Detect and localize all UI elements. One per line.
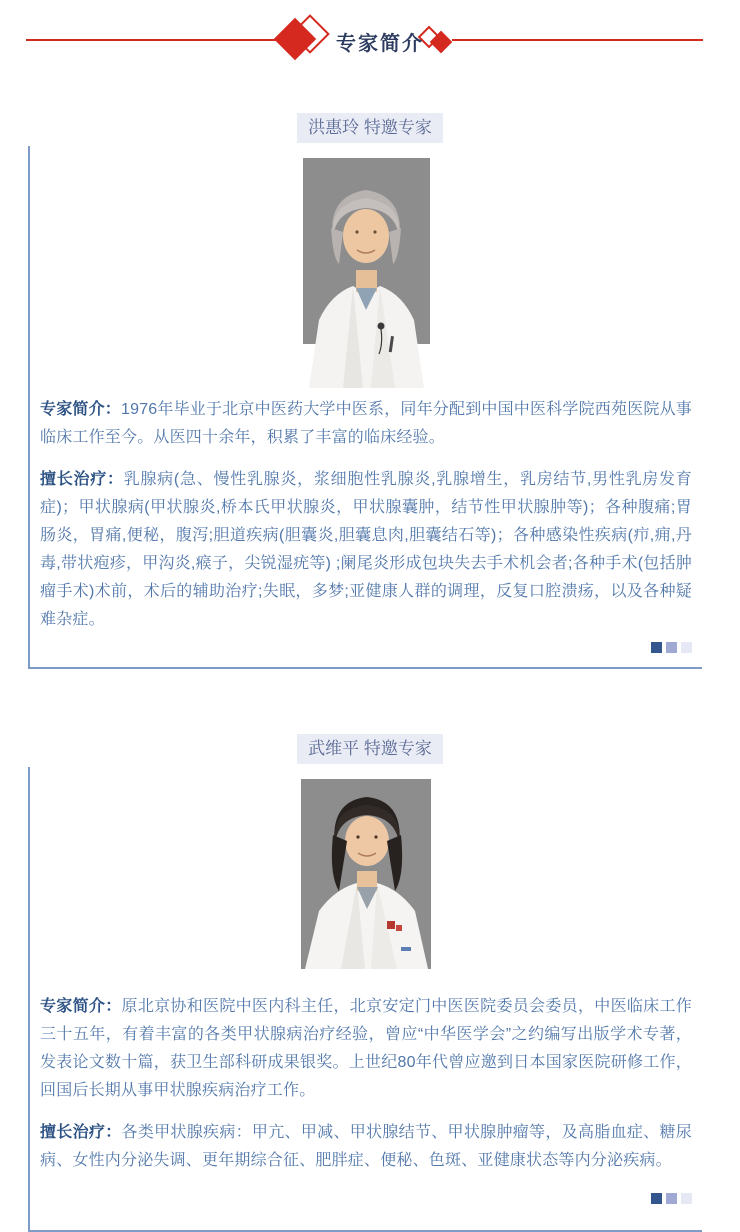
specialty-text: 乳腺病(急、慢性乳腺炎，浆细胞性乳腺炎,乳腺增生，乳房结节,男性乳房发育症)；甲状腺病(甲状腺炎,桥本氏甲状腺炎，甲状腺囊肿，结节性甲状腺肿等)；各种腹痛;胃肠炎，胃痛,便秘，腹泻;胆道疾病(胆囊炎,胆囊息肉,胆囊结石等)；各种感染性疾病(疖,痈,丹毒,带状疱疹，甲沟炎,瘊子，尖锐湿疣等) ;阑尾炎形成包块失去手术机会者;各种手术(包括肿瘤手术)术前，术后的辅助治疗;失眠，多梦;亚健康人群的调理，反复口腔溃疡，以及各种疑难杂症。 xyxy=(40,471,692,628)
expert-specialty-paragraph xyxy=(40,466,692,634)
expert-card-body xyxy=(28,146,702,669)
specialty-text: 各类甲状腺疾病：甲亢、甲减、甲状腺结节、甲状腺肿瘤等，及高脂血症、糖尿病、女性内分泌失调、更年期综合征、肥胖症、便秘、色斑、亚健康状态等内分泌疾病。 xyxy=(40,1124,692,1169)
pager-dot-mid-icon xyxy=(666,1193,677,1204)
specialty-label: 擅长治疗： xyxy=(40,471,124,488)
intro-text: 原北京协和医院中医内科主任，北京安定门中医医院委员会委员，中医临床工作三十五年，有着丰富的各类甲状腺病治疗经验，曾应“中华医学会”之约编写出版学术专著，发表论文数十篇，获卫生部科研成果银奖。上世纪80年代曾应邀到日本国家医院研修工作，回国后长期从事甲状腺疾病治疗工作。 xyxy=(40,998,692,1099)
divider-line-left xyxy=(26,39,277,41)
divider-line-right xyxy=(452,39,703,41)
section-header xyxy=(0,0,740,80)
page-title: 专家简介 xyxy=(336,33,424,55)
expert-intro-paragraph xyxy=(40,993,692,1105)
expert-card xyxy=(0,734,740,1232)
expert-intro-paragraph xyxy=(40,396,692,452)
expert-card xyxy=(0,113,740,669)
intro-label: 专家简介： xyxy=(40,998,122,1015)
pager-dot-light-icon xyxy=(681,642,692,653)
pager-dot-light-icon xyxy=(681,1193,692,1204)
pager-dot-mid-icon xyxy=(666,642,677,653)
expert-photo xyxy=(301,779,431,969)
intro-label: 专家简介： xyxy=(40,401,122,418)
pager-dots xyxy=(40,642,692,653)
specialty-label: 擅长治疗： xyxy=(40,1124,122,1141)
expert-card-body xyxy=(28,767,702,1232)
intro-text: 1976年毕业于北京中医药大学中医系，同年分配到中国中医科学院西苑医院从事临床工作至今。从医四十余年，积累了丰富的临床经验。 xyxy=(40,401,693,446)
expert-name-badge: 武维平 特邀专家 xyxy=(297,734,443,764)
pager-dot-dark-icon xyxy=(651,1193,662,1204)
pager-dots xyxy=(40,1193,692,1204)
expert-photo xyxy=(303,158,430,388)
expert-specialty-paragraph xyxy=(40,1119,692,1175)
expert-name-badge: 洪惠玲 特邀专家 xyxy=(297,113,443,143)
pager-dot-dark-icon xyxy=(651,642,662,653)
